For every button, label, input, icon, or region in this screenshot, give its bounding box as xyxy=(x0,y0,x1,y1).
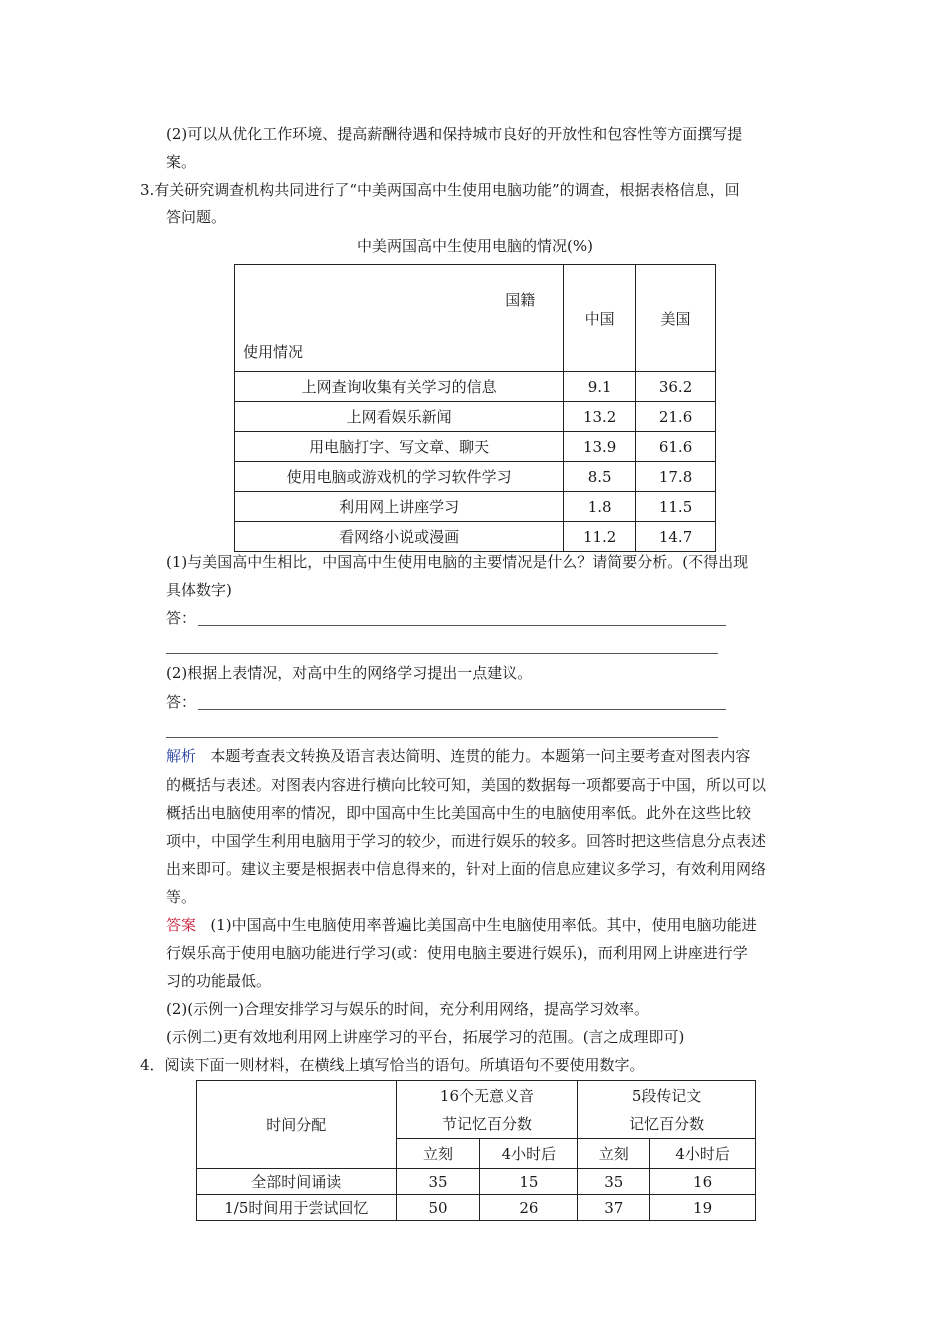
cell: 35 xyxy=(578,1169,650,1195)
answer-label-1: 答： xyxy=(166,609,197,627)
q2-sub2-line2: 案。 xyxy=(166,153,197,171)
analysis-text: 本题考查表文转换及语言表达简明、连贯的能力。本题第一问主要考查对图表内容 xyxy=(210,747,751,765)
q4-subheader: 4小时后 xyxy=(650,1139,756,1169)
analysis-line4: 项中，中国学生利用电脑用于学习的较少，而进行娱乐的较多。回答时把这些信息分点表述 xyxy=(166,832,767,850)
q4-corner-cell: 时间分配 xyxy=(197,1081,397,1169)
q3-table-header-row xyxy=(235,265,716,372)
cell-china: 11.2 xyxy=(564,522,636,552)
q4-group1-line1: 16个无意义音 xyxy=(439,1086,534,1105)
row-label: 用电脑打字、写文章、聊天 xyxy=(235,432,564,462)
table-row xyxy=(235,492,716,522)
key-text: (1)中国高中生电脑使用率普遍比美国高中生电脑使用率低。其中，使用电脑功能进 xyxy=(210,916,757,934)
key-label: 答案 xyxy=(166,916,197,934)
q4-group2-line1: 5段传记文 xyxy=(631,1086,702,1105)
q4-subheader: 4小时后 xyxy=(480,1139,578,1169)
q3-table xyxy=(234,264,716,552)
cell: 16 xyxy=(650,1169,756,1195)
q2-sub2-line1: (2)可以从优化工作环境、提高薪酬待遇和保持城市良好的开放性和包容性等方面撰写提 xyxy=(166,125,743,143)
q4-subheader: 立刻 xyxy=(396,1139,480,1169)
key-line5: (示例二)更有效地利用网上讲座学习的平台，拓展学习的范围。(言之成理即可) xyxy=(166,1028,685,1046)
cell: 19 xyxy=(650,1195,756,1221)
row-label: 全部时间诵读 xyxy=(197,1169,397,1195)
q3-sub1-line1: (1)与美国高中生相比，中国高中生使用电脑的主要情况是什么？请简要分析。(不得出现 xyxy=(166,553,749,571)
analysis-line2: 的概括与表述。对图表内容进行横向比较可知，美国的数据每一项都要高于中国，所以可以 xyxy=(166,776,767,794)
table-row xyxy=(235,432,716,462)
cell: 15 xyxy=(480,1169,578,1195)
analysis-line1 xyxy=(166,746,750,766)
cell-usa: 36.2 xyxy=(636,372,716,402)
q4-group2-header xyxy=(578,1081,756,1139)
cell-china: 13.2 xyxy=(564,402,636,432)
q4-group1-line2: 节记忆百分数 xyxy=(441,1114,532,1133)
answer-blank-2a[interactable] xyxy=(198,709,726,710)
key-line1 xyxy=(166,915,757,935)
row-label: 使用电脑或游戏机的学习软件学习 xyxy=(235,462,564,492)
cell-china: 9.1 xyxy=(564,372,636,402)
table-row xyxy=(235,372,716,402)
q4-header-row xyxy=(197,1081,756,1139)
q4-group2-line2: 记忆百分数 xyxy=(629,1114,705,1133)
q3-intro-line1: 3.有关研究调查机构共同进行了“中美两国高中生使用电脑功能”的调查，根据表格信息，回 xyxy=(140,181,740,199)
cell: 50 xyxy=(396,1195,480,1221)
table-row xyxy=(197,1169,756,1195)
row-label: 上网看娱乐新闻 xyxy=(235,402,564,432)
analysis-line6: 等。 xyxy=(166,888,197,906)
cell-china: 8.5 xyxy=(564,462,636,492)
key-line4: (2)(示例一)合理安排学习与娱乐的时间，充分利用网络，提高学习效率。 xyxy=(166,1000,649,1018)
cell-usa: 61.6 xyxy=(636,432,716,462)
row-label: 上网查询收集有关学习的信息 xyxy=(235,372,564,402)
analysis-line5: 出来即可。建议主要是根据表中信息得来的，针对上面的信息应建议多学习，有效利用网络 xyxy=(166,860,767,878)
cell: 35 xyxy=(396,1169,480,1195)
answer-blank-1b[interactable] xyxy=(166,653,718,654)
table-row xyxy=(235,462,716,492)
q3-corner-top: 国籍 xyxy=(505,291,536,309)
analysis-line3: 概括出电脑使用率的情况，即中国高中生比美国高中生的电脑使用率低。此外在这些比较 xyxy=(166,804,752,822)
q4-group1-header xyxy=(396,1081,578,1139)
answer-blank-2b[interactable] xyxy=(166,737,718,738)
analysis-label: 解析 xyxy=(166,747,197,765)
q3-intro-line2: 答问题。 xyxy=(166,208,227,226)
cell-china: 1.8 xyxy=(564,492,636,522)
cell: 26 xyxy=(480,1195,578,1221)
cell-usa: 21.6 xyxy=(636,402,716,432)
key-line3: 习的功能最低。 xyxy=(166,972,272,990)
q4-table xyxy=(196,1080,756,1221)
answer-label-2: 答： xyxy=(166,693,197,711)
row-label: 看网络小说或漫画 xyxy=(235,522,564,552)
q3-col-header-china: 中国 xyxy=(564,265,636,372)
table-row xyxy=(235,522,716,552)
q3-corner-bottom: 使用情况 xyxy=(243,343,304,361)
cell: 37 xyxy=(578,1195,650,1221)
q4-intro: 4．阅读下面一则材料，在横线上填写恰当的语句。所填语句不要使用数字。 xyxy=(140,1056,645,1074)
key-line2: 行娱乐高于使用电脑功能进行学习(或：使用电脑主要进行娱乐)，而利用网上讲座进行学 xyxy=(166,944,748,962)
answer-blank-1a[interactable] xyxy=(198,625,726,626)
q3-col-header-usa: 美国 xyxy=(636,265,716,372)
q3-table-title: 中美两国高中生使用电脑的情况(%) xyxy=(357,237,593,255)
cell-usa: 17.8 xyxy=(636,462,716,492)
row-label: 利用网上讲座学习 xyxy=(235,492,564,522)
cell-china: 13.9 xyxy=(564,432,636,462)
q3-table-corner-cell xyxy=(235,265,564,372)
table-row xyxy=(235,402,716,432)
q3-sub1-line2: 具体数字) xyxy=(166,581,232,599)
row-label: 1/5时间用于尝试回忆 xyxy=(197,1195,397,1221)
q4-subheader: 立刻 xyxy=(578,1139,650,1169)
table-row xyxy=(197,1195,756,1221)
q3-sub2: (2)根据上表情况，对高中生的网络学习提出一点建议。 xyxy=(166,664,533,682)
cell-usa: 11.5 xyxy=(636,492,716,522)
cell-usa: 14.7 xyxy=(636,522,716,552)
